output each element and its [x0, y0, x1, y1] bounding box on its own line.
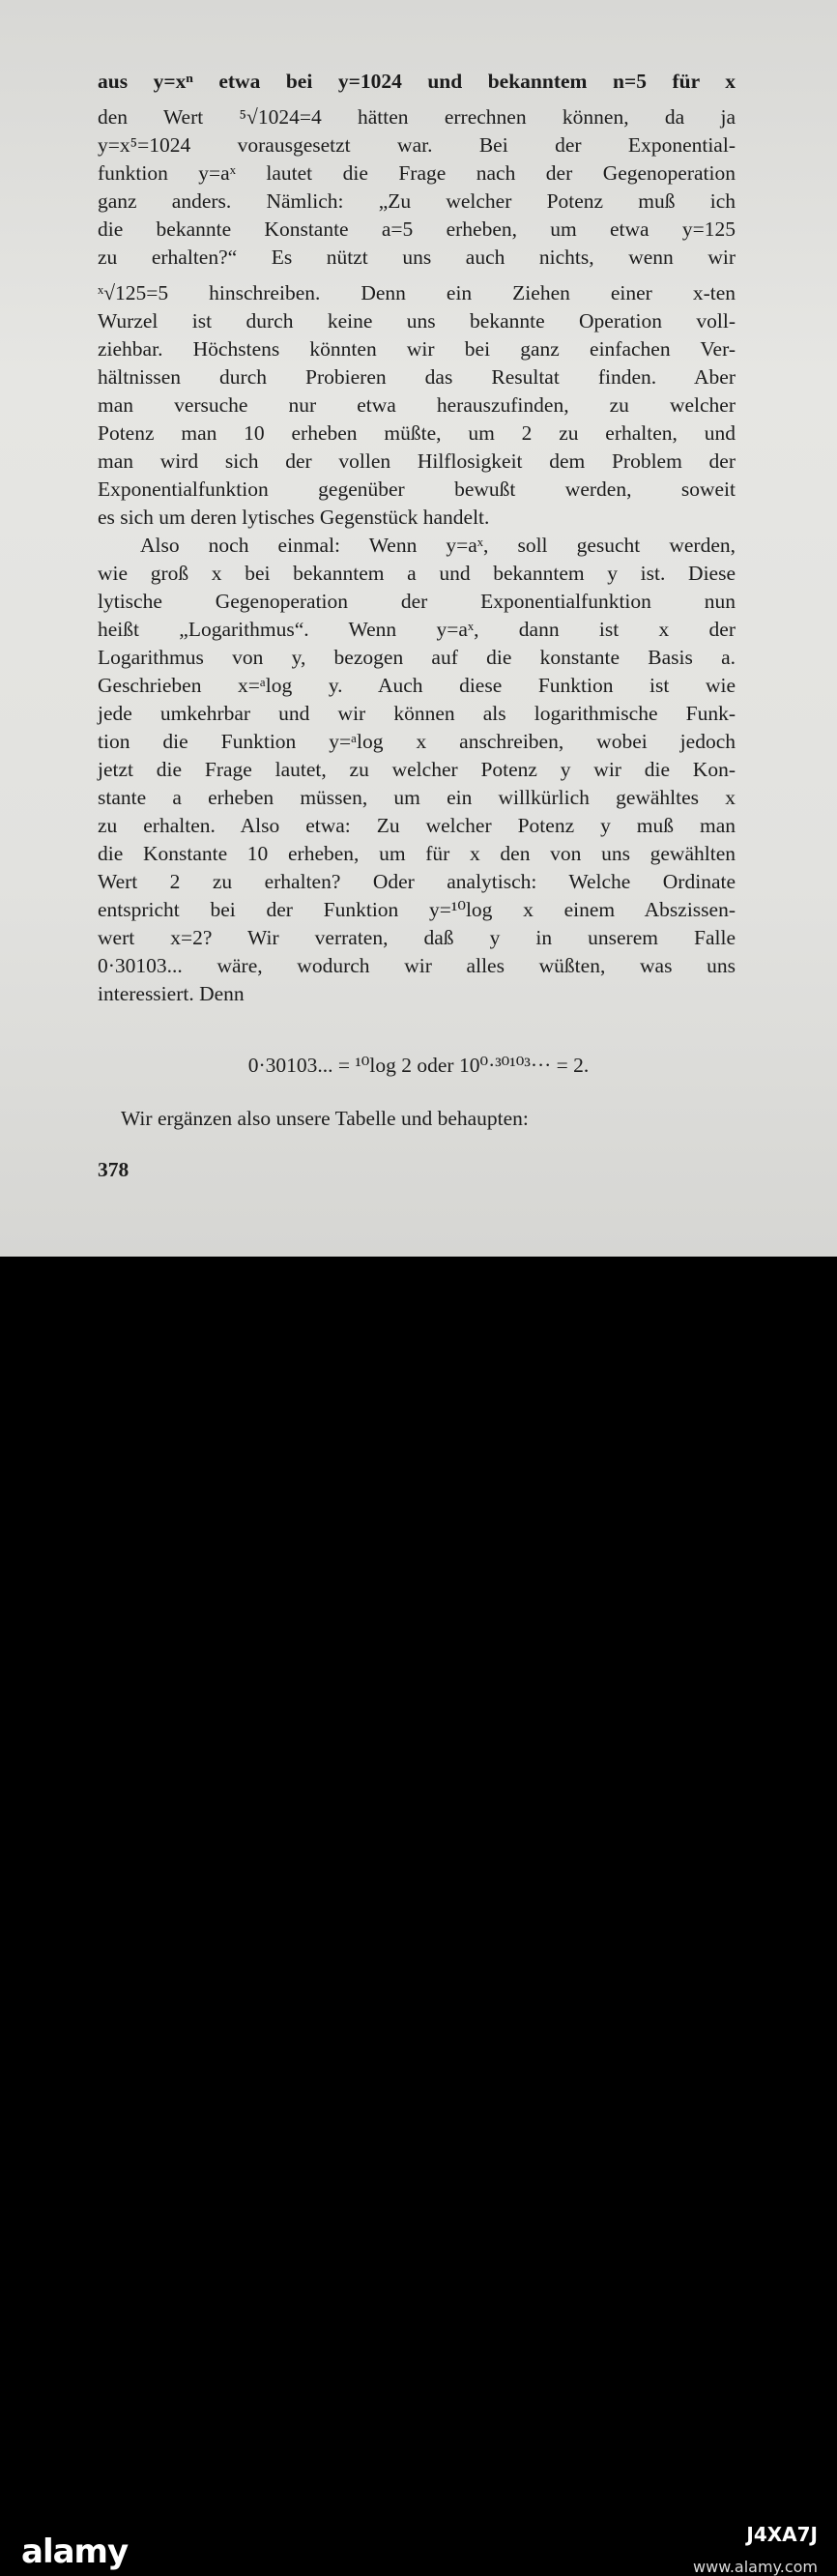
text-line: funktion y=aˣ lautet die Frage nach der Gegenoperation: [98, 161, 736, 185]
text-line: man versuche nur etwa herauszufinden, zu welcher: [98, 393, 736, 417]
text-line: 0·30103... wäre, wodurch wir alles wüßten, was uns: [98, 954, 736, 977]
text-line: jede umkehrbar und wir können als logarithmische Funk-: [98, 702, 736, 725]
text-line: zu erhalten. Also etwa: Zu welcher Potenz y muß man: [98, 814, 736, 837]
text-line: wie groß x bei bekanntem a und bekanntem y ist. Diese: [98, 562, 736, 585]
text-line: man wird sich der vollen Hilflosigkeit dem Problem der: [98, 449, 736, 473]
text-line: es sich um deren lytisches Gegenstück handelt.: [98, 506, 490, 529]
text-line: aus y=xⁿ etwa bei y=1024 und bekanntem n=5 für x: [98, 70, 736, 93]
display-formula: 0·30103... = ¹⁰log 2 oder 10⁰·³⁰¹⁰³··· = 2.: [247, 1054, 590, 1077]
text-line: den Wert ⁵√1024=4 hätten errechnen können, da ja: [98, 105, 736, 129]
text-line: y=x⁵=1024 vorausgesetzt war. Bei der Exponential-: [98, 133, 736, 157]
text-line: Wurzel ist durch keine uns bekannte Operation voll-: [98, 309, 736, 333]
book-page: [0, 0, 837, 1257]
text-line: lytische Gegenoperation der Exponentialfunktion nun: [98, 590, 736, 613]
text-line: Geschrieben x=ᵃlog y. Auch diese Funktion ist wie: [98, 674, 736, 697]
closing-sentence: Wir ergänzen also unsere Tabelle und behaupten:: [121, 1107, 529, 1130]
text-line: ziehbar. Höchstens könnten wir bei ganz einfachen Ver-: [98, 337, 736, 361]
text-line: stante a erheben müssen, um ein willkürlich gewähltes x: [98, 786, 736, 809]
image-id: J4XA7J: [746, 2523, 818, 2546]
page-number: 378: [98, 1158, 130, 1181]
text-line: zu erhalten?“ Es nützt uns auch nichts, wenn wir: [98, 246, 736, 269]
text-line: entspricht bei der Funktion y=¹⁰log x einem Abszissen-: [98, 898, 736, 921]
text-line: die bekannte Konstante a=5 erheben, um etwa y=125: [98, 217, 736, 241]
text-line: hältnissen durch Probieren das Resultat finden. Aber: [98, 365, 736, 389]
alamy-logo: alamy: [21, 2533, 129, 2571]
text-line: wert x=2? Wir verraten, daß y in unserem Falle: [98, 926, 736, 949]
text-line: tion die Funktion y=ᵃlog x anschreiben, wobei jedoch: [98, 730, 736, 753]
text-line: interessiert. Denn: [98, 982, 245, 1005]
text-line: heißt „Logarithmus“. Wenn y=aˣ, dann ist x der: [98, 618, 736, 641]
text-line: Also noch einmal: Wenn y=aˣ, soll gesucht werden,: [140, 534, 736, 557]
text-line: ganz anders. Nämlich: „Zu welcher Potenz muß ich: [98, 189, 736, 213]
text-line: Logarithmus von y, bezogen auf die konstante Basis a.: [98, 646, 736, 669]
text-line: ˣ√125=5 hinschreiben. Denn ein Ziehen einer x-ten: [98, 281, 736, 304]
text-line: Wert 2 zu erhalten? Oder analytisch: Welche Ordinate: [98, 870, 736, 893]
site-url: www.alamy.com: [693, 2558, 818, 2576]
text-line: jetzt die Frage lautet, zu welcher Potenz y wir die Kon-: [98, 758, 736, 781]
watermark-bar: [0, 1257, 837, 2576]
text-line: Exponentialfunktion gegenüber bewußt werden, soweit: [98, 478, 736, 501]
body-text: [98, 68, 736, 1008]
text-line: die Konstante 10 erheben, um für x den von uns gewählten: [98, 842, 736, 865]
text-line: Potenz man 10 erheben müßte, um 2 zu erhalten, und: [98, 421, 736, 445]
